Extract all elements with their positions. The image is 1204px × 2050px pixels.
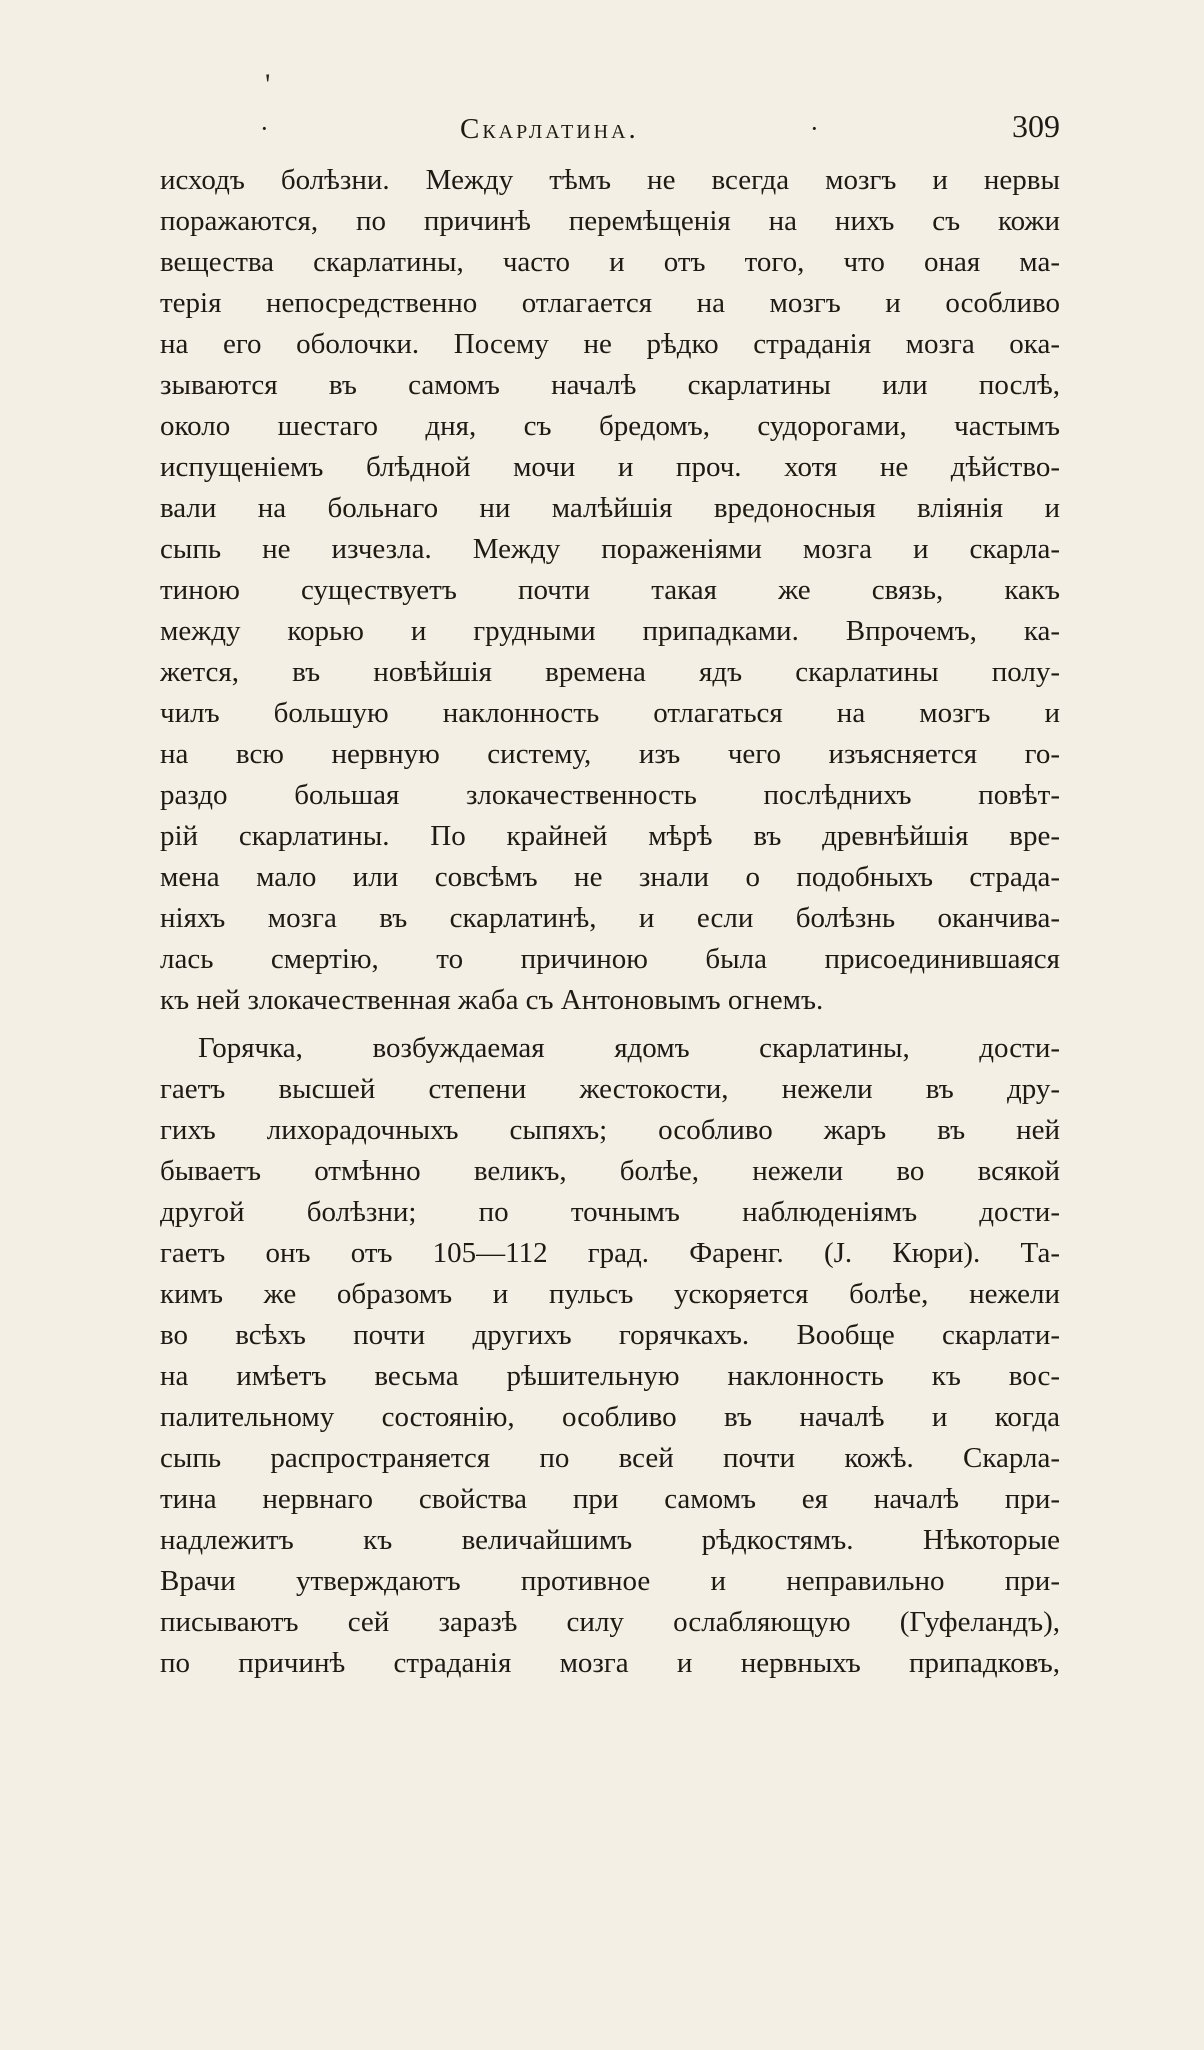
text-line: тина нервнаго свойства при самомъ ея началѣ при- bbox=[160, 1483, 1060, 1515]
page-number: 309 bbox=[1012, 108, 1060, 144]
paragraph-2 bbox=[160, 1028, 1060, 1684]
text-line: кимъ же образомъ и пульсъ ускоряется болѣе, нежели bbox=[160, 1278, 1060, 1310]
text-line: чилъ большую наклонность отлагаться на мозгъ и bbox=[160, 697, 1060, 729]
text-line: бываетъ отмѣнно великъ, болѣе, нежели во всякой bbox=[160, 1155, 1060, 1187]
text-line: по причинѣ страданія мозга и нервныхъ припадковъ, bbox=[160, 1647, 1060, 1679]
text-line: между корью и грудными припадками. Впрочемъ, ка- bbox=[160, 615, 1060, 647]
text-line: лась смертію, то причиною была присоединившаяся bbox=[160, 943, 1060, 975]
text-line: вали на больнаго ни малѣйшія вредоносныя вліянія и bbox=[160, 492, 1060, 524]
text-line: писываютъ сей заразѣ силу ослабляющую (Гуфеландъ), bbox=[160, 1606, 1060, 1638]
body-text bbox=[160, 160, 1060, 1684]
paragraph-gap bbox=[160, 1021, 1060, 1028]
text-line: на его оболочки. Посему не рѣдко страданія мозга ока- bbox=[160, 328, 1060, 360]
text-line: рій скарлатины. По крайней мѣрѣ въ древнѣйшія вре- bbox=[160, 820, 1060, 852]
text-line: надлежитъ къ величайшимъ рѣдкостямъ. Нѣкоторые bbox=[160, 1524, 1060, 1556]
text-line: жется, въ новѣйшія времена ядъ скарлатины полу- bbox=[160, 656, 1060, 688]
text-line: во всѣхъ почти другихъ горячкахъ. Вообще скарлати- bbox=[160, 1319, 1060, 1351]
text-line: терія непосредственно отлагается на мозгъ и особливо bbox=[160, 287, 1060, 319]
text-line: гихъ лихорадочныхъ сыпяхъ; особливо жаръ въ ней bbox=[160, 1114, 1060, 1146]
text-line: испущеніемъ блѣдной мочи и проч. хотя не дѣйство- bbox=[160, 451, 1060, 483]
text-line: исходъ болѣзни. Между тѣмъ не всегда мозгъ и нервы bbox=[160, 164, 1060, 196]
text-line: къ ней злокачественная жаба съ Антоновымъ огнемъ. bbox=[160, 984, 824, 1016]
paragraph-1 bbox=[160, 160, 1060, 1021]
header-dot-right: · bbox=[810, 114, 819, 143]
text-line: на всю нервную систему, изъ чего изъясняется го- bbox=[160, 738, 1060, 770]
text-line: Врачи утверждаютъ противное и неправильно при- bbox=[160, 1565, 1060, 1597]
text-line: ніяхъ мозга въ скарлатинѣ, и если болѣзнь оканчива- bbox=[160, 902, 1060, 934]
text-line: на имѣетъ весьма рѣшительную наклонность къ вос- bbox=[160, 1360, 1060, 1392]
text-line: зываются въ самомъ началѣ скарлатины или послѣ, bbox=[160, 369, 1060, 401]
text-line: раздо большая злокачественность послѣднихъ повѣт- bbox=[160, 779, 1060, 811]
text-line: сыпь не изчезла. Между пораженіями мозга и скарла- bbox=[160, 533, 1060, 565]
text-line: поражаются, по причинѣ перемѣщенія на нихъ съ кожи bbox=[160, 205, 1060, 237]
text-line: Горячка, возбуждаемая ядомъ скарлатины, дости- bbox=[198, 1032, 1060, 1064]
running-title: Скарлатина. bbox=[460, 113, 639, 145]
text-line: сыпь распространяется по всей почти кожѣ. Скарла- bbox=[160, 1442, 1060, 1474]
text-line: другой болѣзни; по точнымъ наблюденіямъ дости- bbox=[160, 1196, 1060, 1228]
text-line: тиною существуетъ почти такая же связь, какъ bbox=[160, 574, 1060, 606]
text-line: вещества скарлатины, часто и отъ того, что оная ма- bbox=[160, 246, 1060, 278]
running-header bbox=[160, 108, 1060, 152]
ink-fleck: ' bbox=[265, 68, 271, 101]
text-line: палительному состоянію, особливо въ началѣ и когда bbox=[160, 1401, 1060, 1433]
text-line: мена мало или совсѣмъ не знали о подобныхъ страда- bbox=[160, 861, 1060, 893]
header-dot-left: · bbox=[260, 114, 269, 143]
text-line: гаетъ онъ отъ 105—112 град. Фаренг. (J. Кюри). Та- bbox=[160, 1237, 1060, 1269]
text-line: гаетъ высшей степени жестокости, нежели въ дру- bbox=[160, 1073, 1060, 1105]
text-line: около шестаго дня, съ бредомъ, судорогами, частымъ bbox=[160, 410, 1060, 442]
